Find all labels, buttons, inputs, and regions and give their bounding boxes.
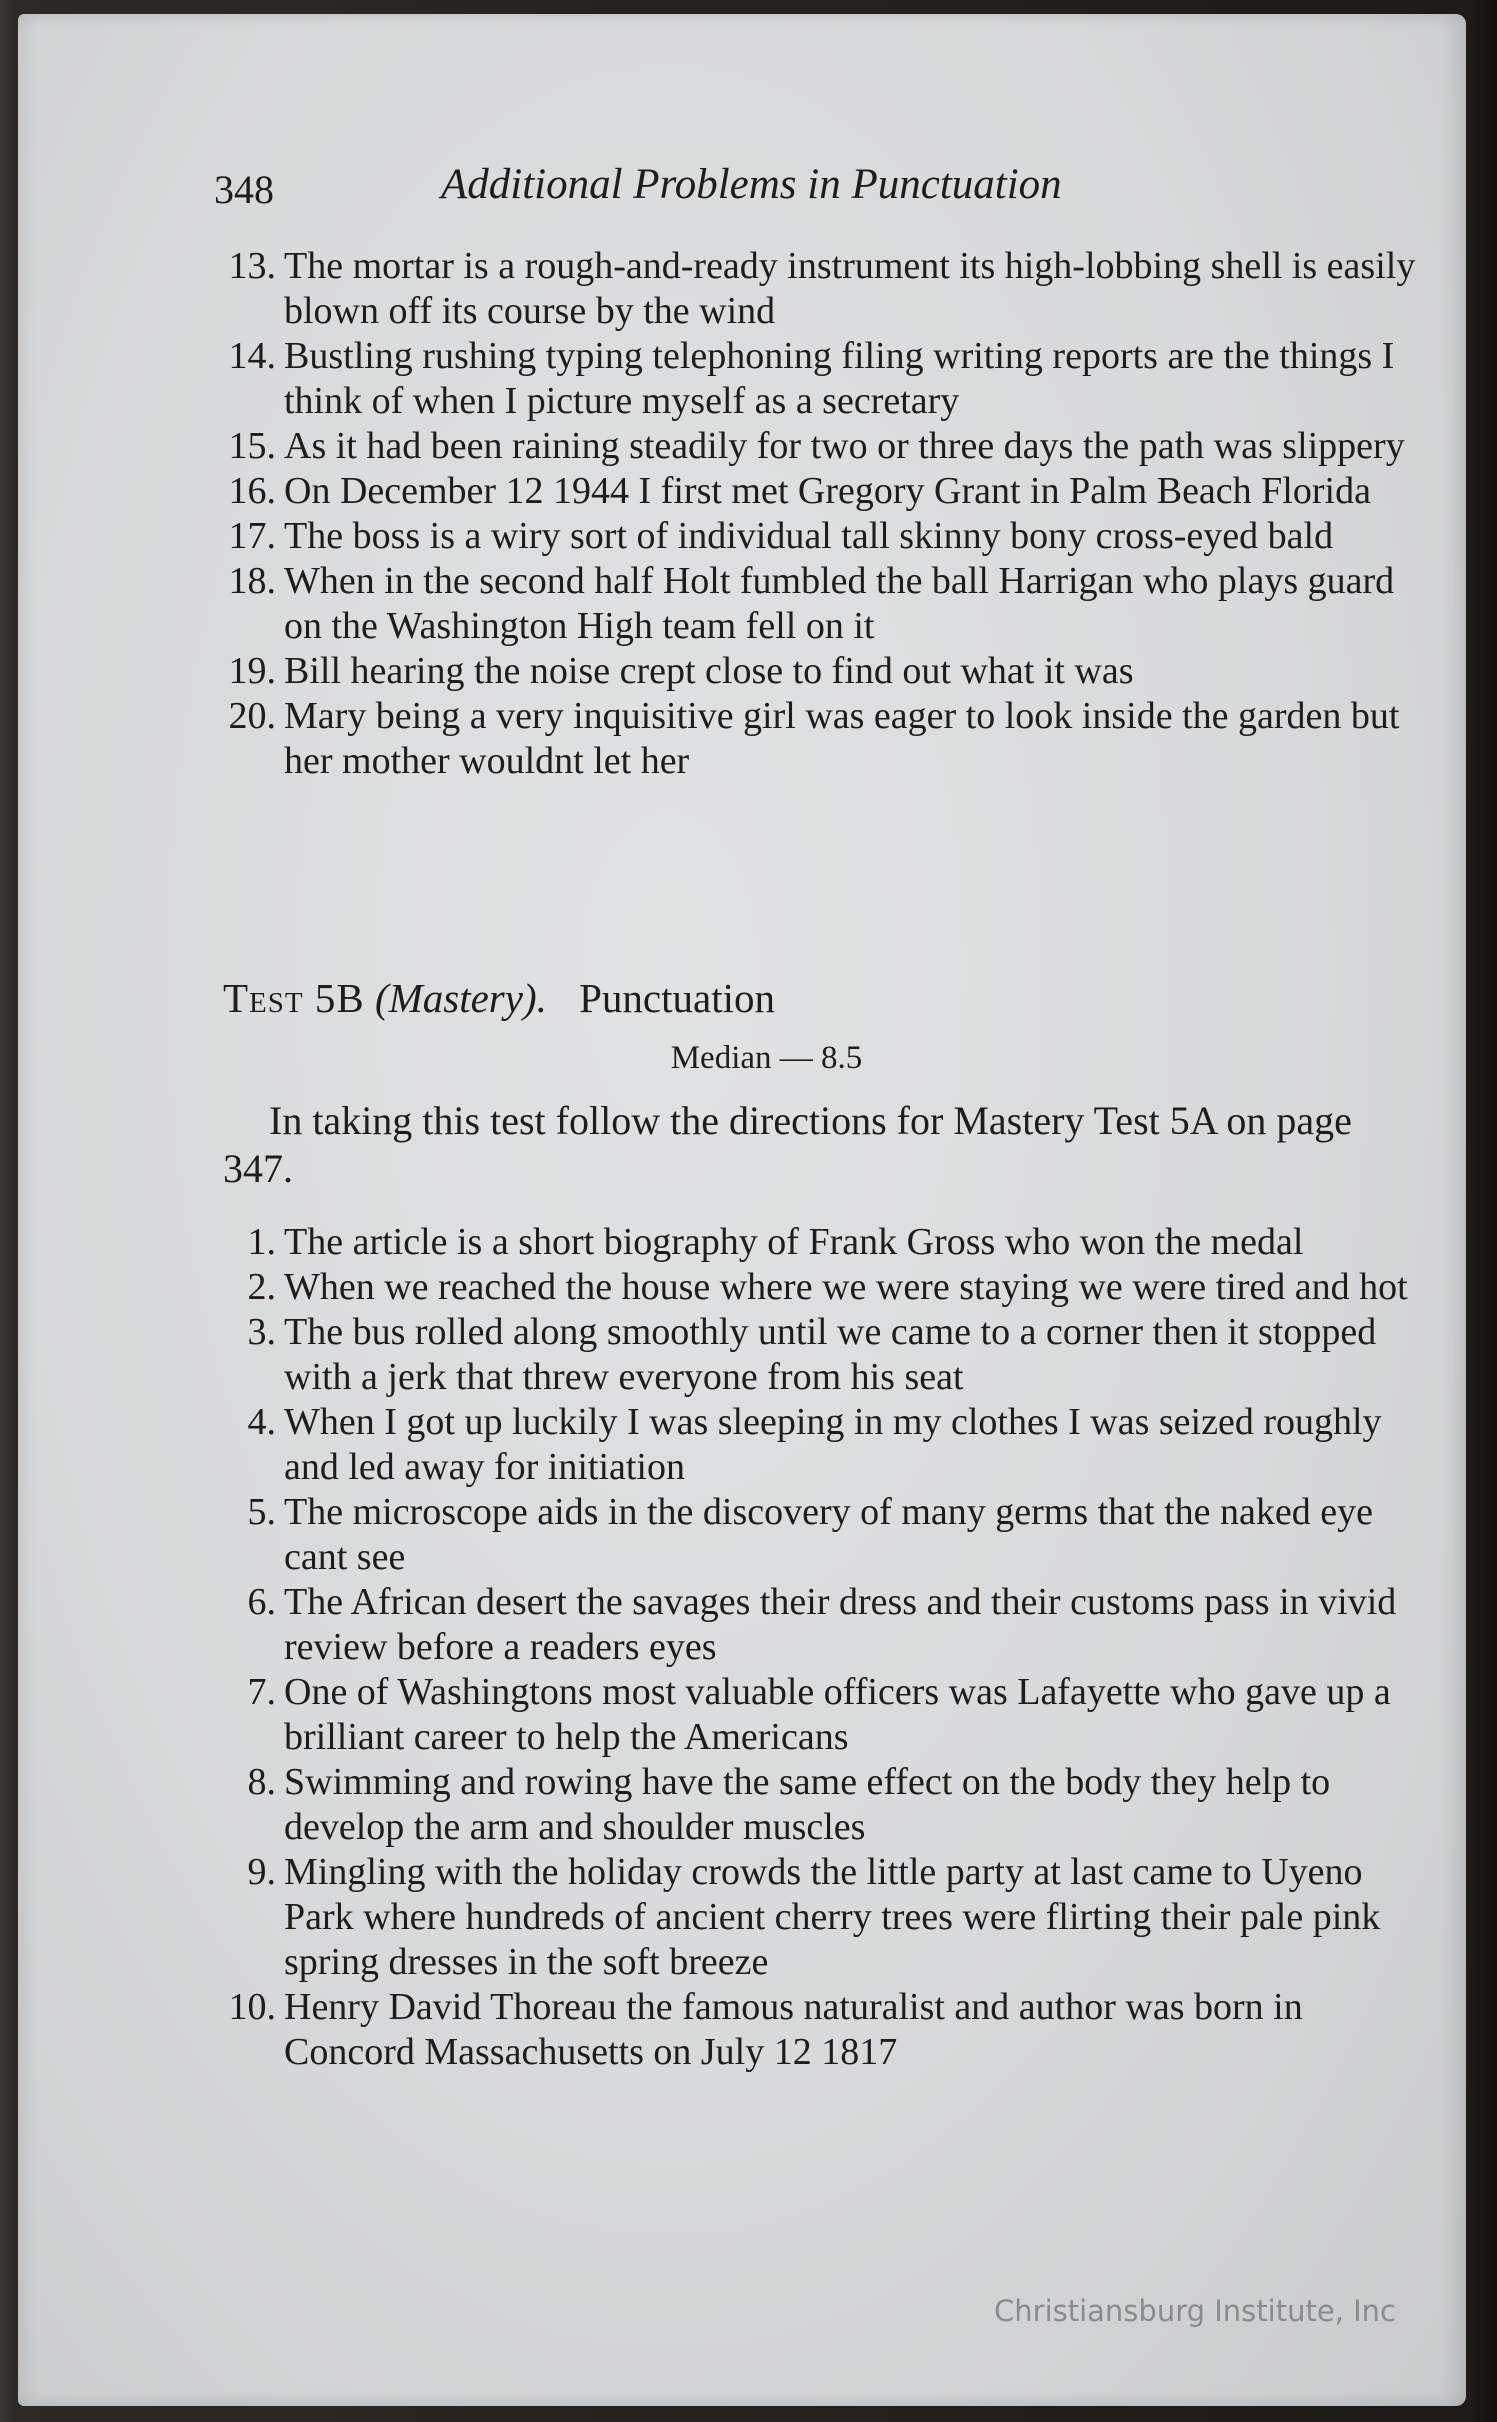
item-number: 7.	[247, 1671, 276, 1713]
list-item	[214, 424, 1419, 469]
list-item	[214, 649, 1419, 694]
item-text: The bus rolled along smoothly until we came to a corner then it stopped with a jerk that threw everyone from his seat	[284, 1311, 1377, 1398]
list-item	[214, 1265, 1419, 1310]
item-text: The mortar is a rough-and-ready instrument its high-lobbing shell is easily blown off its course by the wind	[284, 245, 1416, 332]
item-text: When I got up luckily I was sleeping in my clothes I was seized roughly and led away for initiation	[284, 1401, 1382, 1488]
list-item	[214, 1760, 1419, 1850]
item-text: Mingling with the holiday crowds the little party at last came to Uyeno Park where hundreds of ancient cherry trees were flirting their pale pink spring dresses in the soft breeze	[284, 1851, 1381, 1983]
page-header	[18, 152, 1466, 222]
item-number: 18.	[228, 560, 276, 602]
item-text: On December 12 1944 I first met Gregory Grant in Palm Beach Florida	[284, 470, 1371, 512]
test-label: Test 5B	[223, 975, 365, 1021]
list-item	[214, 559, 1419, 649]
item-number: 20.	[228, 695, 276, 737]
item-number: 5.	[247, 1491, 276, 1533]
item-text: When we reached the house where we were staying we were tired and hot	[284, 1266, 1408, 1308]
item-text: Mary being a very inquisitive girl was eager to look inside the garden but her mother wouldnt let her	[284, 695, 1400, 782]
item-number: 6.	[247, 1581, 276, 1623]
item-number: 14.	[228, 335, 276, 377]
test-subject: Punctuation	[579, 975, 775, 1021]
item-number: 2.	[247, 1266, 276, 1308]
item-text: When in the second half Holt fumbled the ball Harrigan who plays guard on the Washington High team fell on it	[284, 560, 1395, 647]
item-number: 1.	[247, 1221, 276, 1263]
item-number: 8.	[247, 1761, 276, 1803]
list-item	[214, 1670, 1419, 1760]
running-title: Additional Problems in Punctuation	[441, 161, 1062, 208]
item-number: 19.	[228, 650, 276, 692]
item-text: The article is a short biography of Frank Gross who won the medal	[284, 1221, 1304, 1263]
list-item	[214, 1850, 1419, 1985]
book-page	[18, 14, 1466, 2406]
list-item	[214, 1310, 1419, 1400]
item-number: 10.	[228, 1986, 276, 2028]
test-directions: In taking this test follow the directions for Mastery Test 5A on page 347.	[223, 1098, 1352, 1191]
item-text: The African desert the savages their dress and their customs pass in vivid review before a readers eyes	[284, 1581, 1397, 1668]
continued-exercise-list	[214, 244, 1419, 784]
watermark: Christiansburg Institute, Inc	[994, 2294, 1396, 2328]
test-kind: (Mastery).	[374, 975, 547, 1021]
item-number: 16.	[228, 470, 276, 512]
item-number: 9.	[247, 1851, 276, 1893]
list-item	[214, 1220, 1419, 1265]
item-number: 17.	[228, 515, 276, 557]
median-score: Median — 8.5	[670, 1040, 863, 1076]
item-text: Bustling rushing typing telephoning filing writing reports are the things I think of when I picture myself as a secretary	[284, 335, 1395, 422]
item-number: 4.	[247, 1401, 276, 1443]
list-item	[214, 514, 1419, 559]
item-text: One of Washingtons most valuable officers was Lafayette who gave up a brilliant career to help the Americans	[284, 1671, 1391, 1758]
test-item-list	[214, 1220, 1419, 2075]
item-text: Bill hearing the noise crept close to find out what it was	[284, 650, 1134, 692]
item-text: Swimming and rowing have the same effect on the body they help to develop the arm and shoulder muscles	[284, 1761, 1331, 1848]
page-number: 348	[214, 167, 274, 212]
list-item	[214, 694, 1419, 784]
list-item	[214, 244, 1419, 334]
list-item	[214, 334, 1419, 424]
item-text: The boss is a wiry sort of individual tall skinny bony cross-eyed bald	[284, 515, 1334, 557]
list-item	[214, 469, 1419, 514]
item-text: As it had been raining steadily for two or three days the path was slippery	[284, 425, 1405, 467]
list-item	[214, 1490, 1419, 1580]
item-number: 13.	[228, 245, 276, 287]
item-number: 15.	[228, 425, 276, 467]
list-item	[214, 1400, 1419, 1490]
item-text: Henry David Thoreau the famous naturalist and author was born in Concord Massachusetts on July 12 1817	[284, 1986, 1303, 2073]
list-item	[214, 1580, 1419, 1670]
test-heading	[223, 974, 1423, 1022]
list-item	[214, 1985, 1419, 2075]
item-text: The microscope aids in the discovery of many germs that the naked eye cant see	[284, 1491, 1373, 1578]
item-number: 3.	[247, 1311, 276, 1353]
